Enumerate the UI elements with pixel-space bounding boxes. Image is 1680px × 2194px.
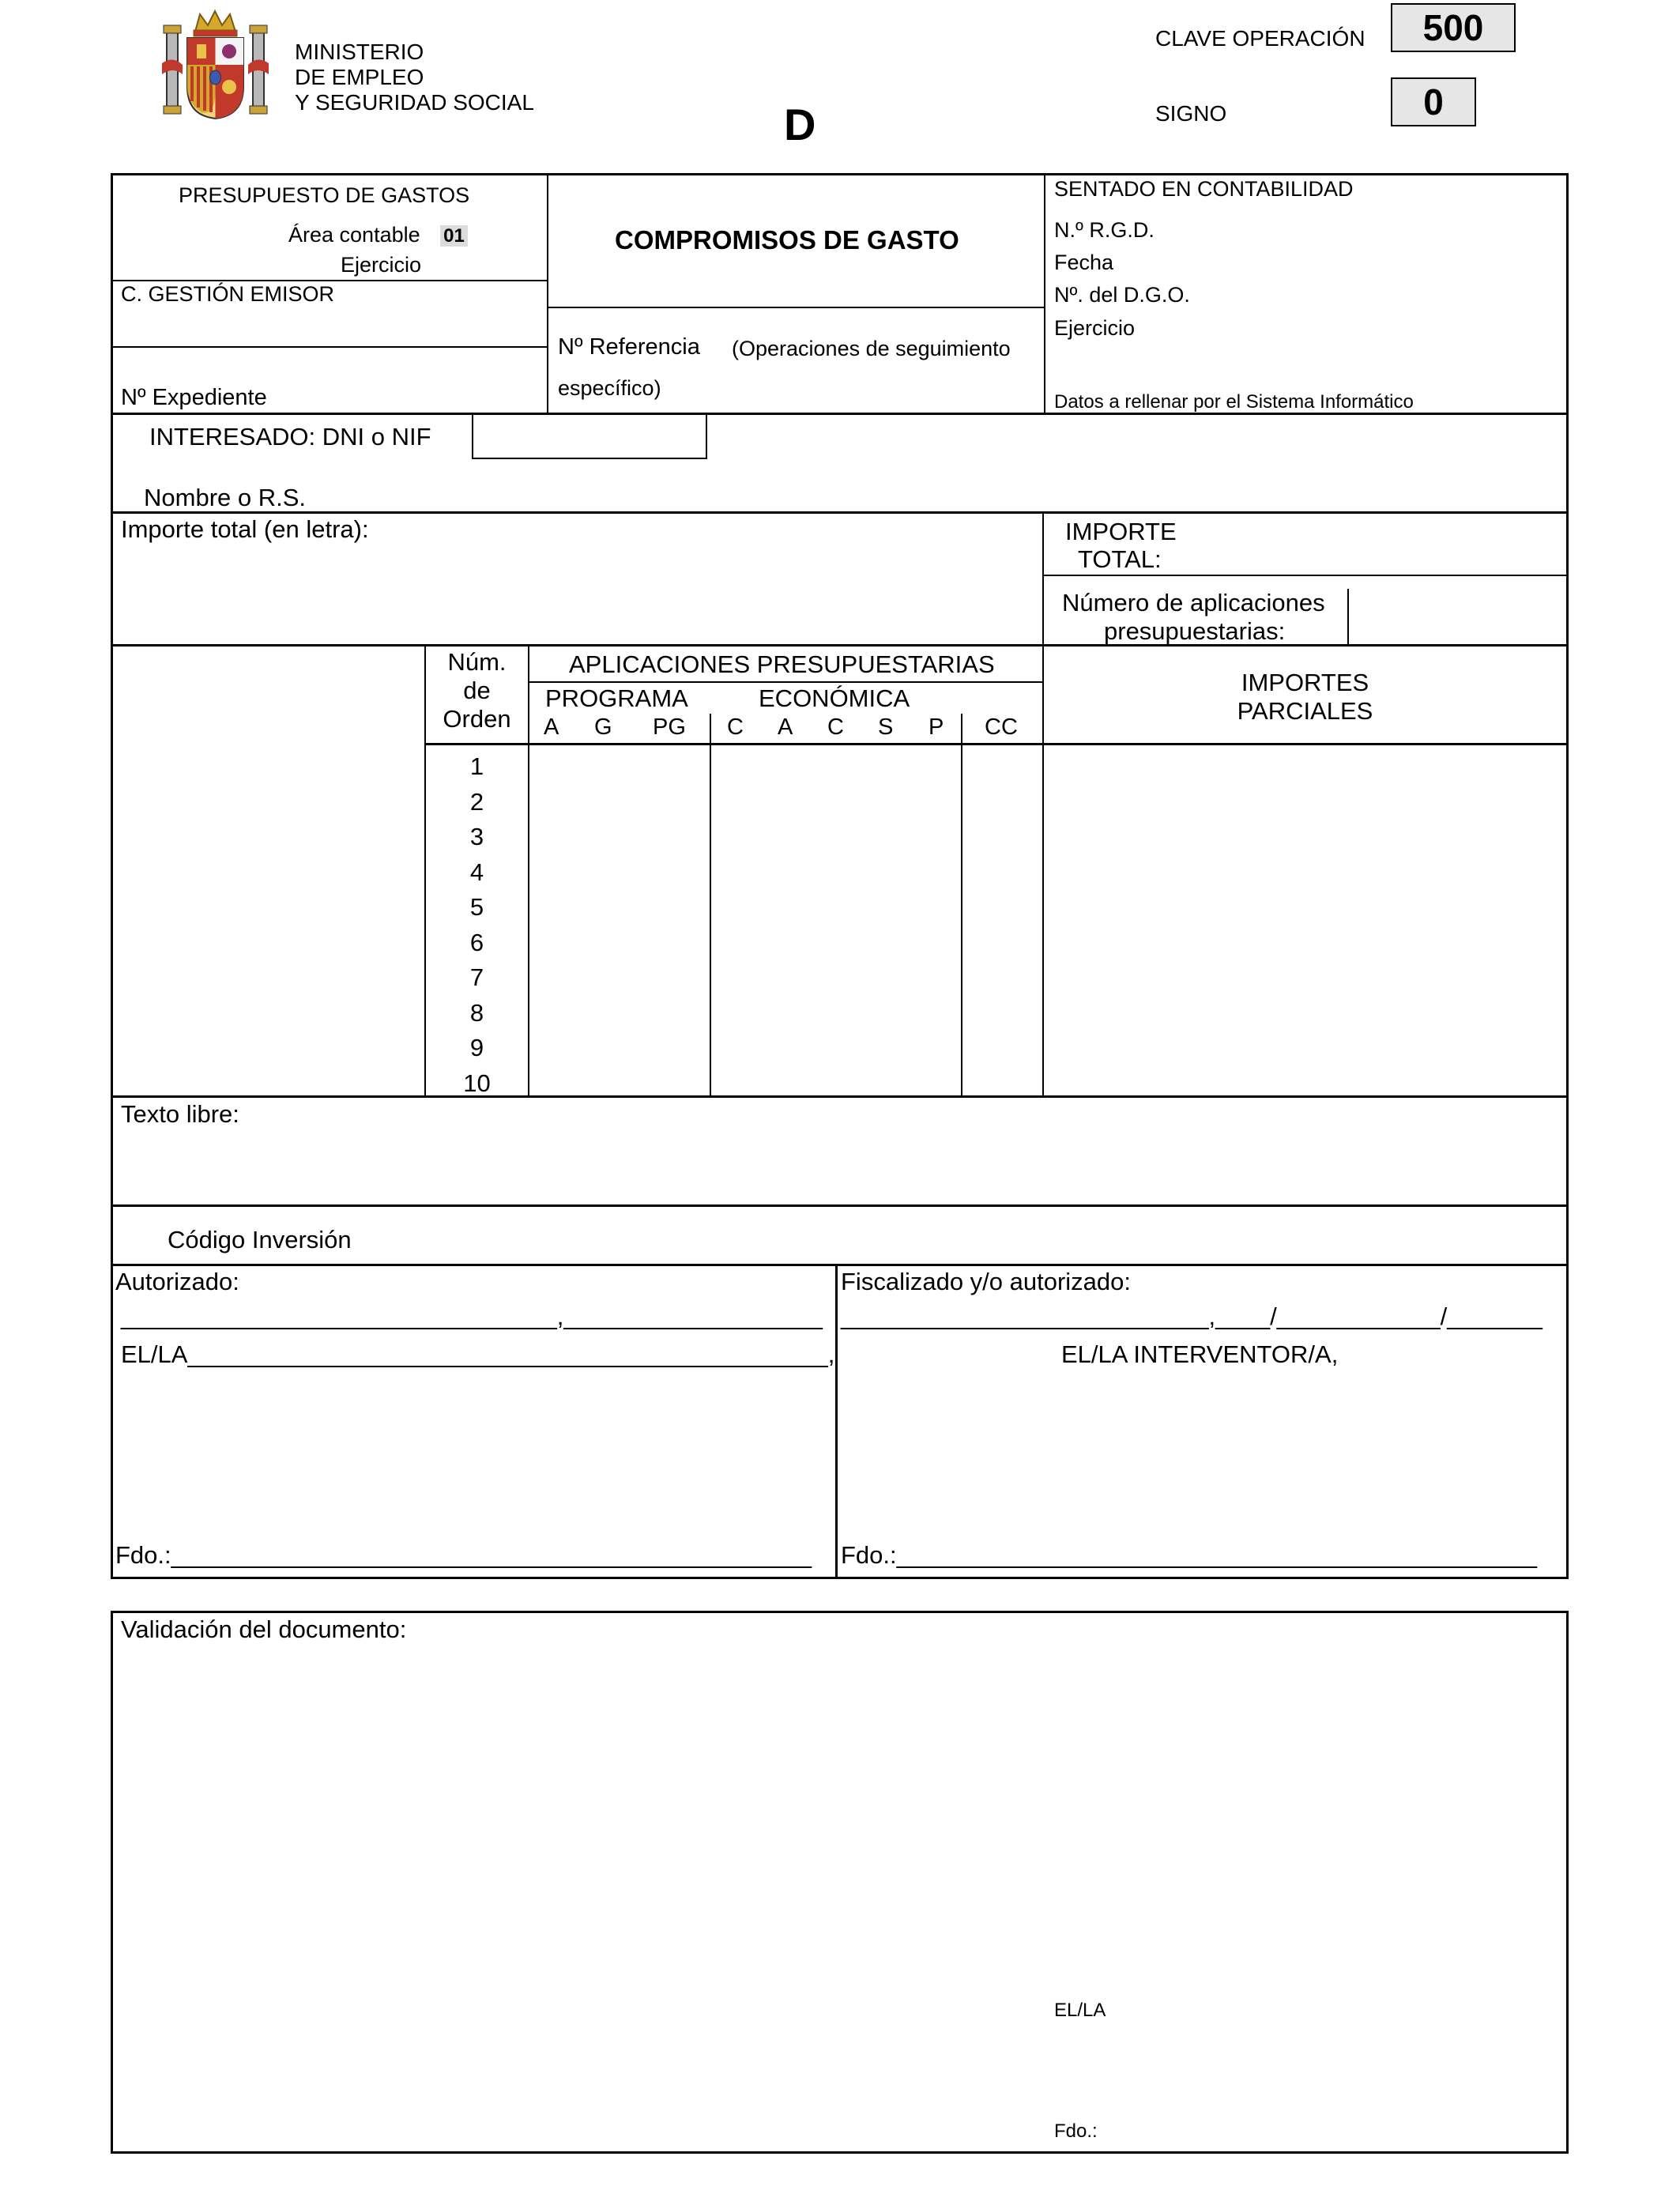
autorizado-label: Autorizado:: [115, 1268, 239, 1295]
table-row: 7: [469, 963, 484, 991]
clave-operacion-value: 500: [1391, 3, 1516, 52]
num-orden-line-1: Núm.: [447, 648, 507, 676]
fiscalizado-fdo-line: Fdo.:_______________________________________________: [841, 1541, 1537, 1569]
num-aplicaciones-line-2: presupuestarias:: [1104, 617, 1286, 645]
ministry-name: [295, 40, 534, 115]
table-row: 6: [469, 928, 484, 956]
table-row: 1: [469, 752, 484, 780]
codigo-inversion-label: Código Inversión: [168, 1226, 352, 1253]
col-p: P: [929, 714, 944, 740]
validacion-el-la: EL/LA: [1054, 2000, 1106, 2021]
referencia-note-2: específico): [558, 376, 661, 400]
dgo-label: Nº. del D.G.O.: [1054, 283, 1190, 307]
table-row: 10: [463, 1069, 491, 1097]
ejercicio-label: Ejercicio: [341, 253, 422, 277]
area-contable-text: Área contable: [288, 223, 420, 247]
autorizado-fdo-line: Fdo.:_______________________________________________: [115, 1541, 812, 1569]
validacion-title: Validación del documento:: [121, 1615, 407, 1643]
presupuesto-gastos-label: PRESUPUESTO DE GASTOS: [179, 183, 470, 207]
table-row: 5: [469, 893, 484, 921]
table-row: 9: [469, 1034, 484, 1061]
num-orden-header: [427, 648, 527, 733]
coat-of-arms-logo: [162, 8, 269, 123]
importes-line-1: IMPORTES: [1241, 669, 1369, 696]
nombre-rs-label: Nombre o R.S.: [144, 484, 307, 511]
area-contable-value: 01: [440, 225, 468, 247]
row-numbers: [427, 749, 527, 1101]
num-aplicaciones-line-1: Número de aplicaciones: [1062, 589, 1325, 616]
sistema-note: Datos a rellenar por el Sistema Informático: [1054, 391, 1414, 413]
form-title: COMPROMISOS DE GASTO: [615, 225, 959, 254]
col-a-1: A: [544, 714, 559, 740]
col-cc: CC: [985, 714, 1018, 740]
programa-label: PROGRAMA: [545, 684, 688, 712]
referencia-label: Nº Referencia: [558, 334, 700, 360]
table-row: 4: [469, 858, 484, 886]
table-row: 3: [469, 823, 484, 850]
area-contable-label: [288, 223, 468, 247]
dni-nif-field[interactable]: [473, 416, 705, 457]
texto-libre-label: Texto libre:: [121, 1100, 239, 1128]
gestion-emisor-label: C. GESTIÓN EMISOR: [121, 282, 335, 306]
col-c-1: C: [727, 714, 744, 740]
validacion-box: [111, 1611, 1569, 2154]
signo-value: 0: [1391, 77, 1476, 126]
importes-parciales-header: [1044, 669, 1566, 726]
fecha-label: Fecha: [1054, 251, 1114, 274]
dni-nif-label: INTERESADO: DNI o NIF: [149, 423, 431, 450]
ministry-line-3: Y SEGURIDAD SOCIAL: [295, 90, 534, 115]
importe-total-line-2: TOTAL:: [1078, 545, 1162, 573]
clave-operacion-label: CLAVE OPERACIÓN: [1155, 26, 1365, 51]
col-a-2: A: [778, 714, 793, 740]
importe-letra-label: Importe total (en letra):: [121, 515, 369, 543]
fiscalizado-place-date-line: ___________________________,____/____________/_______: [841, 1302, 1543, 1330]
interventor-label: EL/LA INTERVENTOR/A,: [1061, 1340, 1339, 1368]
aplicaciones-title: APLICACIONES PRESUPUESTARIAS: [569, 650, 995, 678]
num-orden-line-2: de: [463, 677, 491, 704]
num-orden-line-3: Orden: [443, 705, 511, 733]
signo-label: SIGNO: [1155, 101, 1227, 126]
referencia-note-1: (Operaciones de seguimiento: [732, 337, 1011, 360]
contab-ejercicio-label: Ejercicio: [1054, 316, 1136, 340]
col-c-2: C: [827, 714, 844, 740]
contabilidad-title: SENTADO EN CONTABILIDAD: [1054, 177, 1354, 201]
fiscalizado-label: Fiscalizado y/o autorizado:: [841, 1268, 1132, 1295]
economica-label: ECONÓMICA: [759, 684, 910, 712]
importes-line-2: PARCIALES: [1237, 697, 1373, 725]
ministry-line-2: DE EMPLEO: [295, 65, 424, 89]
table-row: 8: [469, 998, 484, 1027]
col-pg: PG: [653, 714, 686, 740]
document-type-letter: D: [784, 100, 816, 149]
autorizado-el-la-line: EL/LA_______________________________________________,: [121, 1340, 835, 1368]
col-g: G: [594, 714, 612, 740]
validacion-fdo: Fdo.:: [1054, 2120, 1098, 2142]
ministry-line-1: MINISTERIO: [295, 40, 424, 64]
importe-total-line-1: IMPORTE: [1065, 518, 1177, 545]
autorizado-place-date-line: ________________________________,___________________: [121, 1302, 823, 1330]
rgd-label: N.º R.G.D.: [1054, 218, 1155, 242]
expediente-label: Nº Expediente: [121, 385, 267, 410]
table-row: 2: [469, 787, 484, 816]
col-s: S: [878, 714, 894, 740]
